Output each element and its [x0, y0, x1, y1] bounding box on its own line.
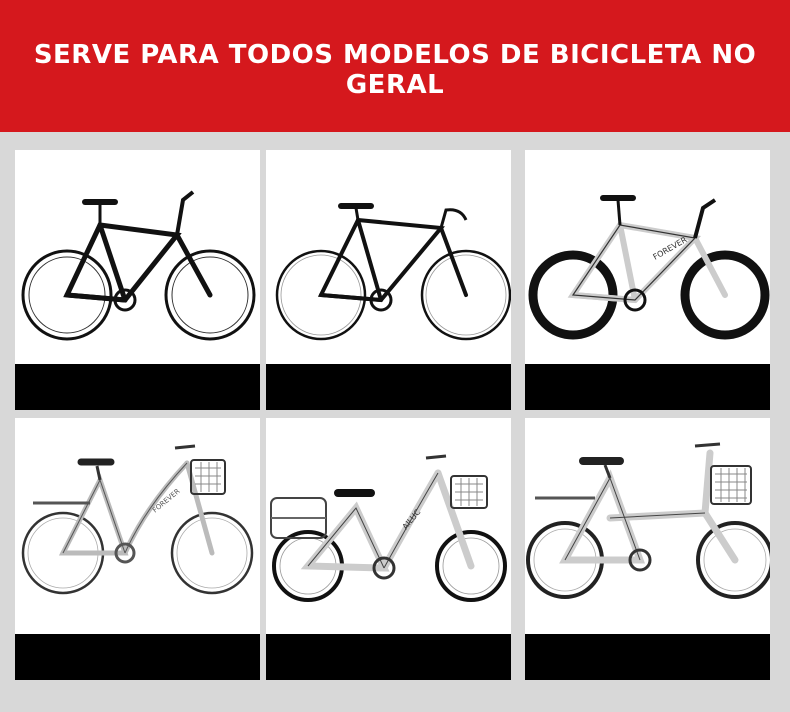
frame-brand-text: AILUC [400, 507, 423, 532]
caption-bar [15, 634, 260, 680]
fat-tire-bike-image [525, 150, 770, 365]
banner-title: SERVE PARA TODOS MODELOS DE BICICLETA NO GERAL [33, 40, 757, 100]
caption-bar [266, 364, 511, 410]
header-banner [0, 0, 790, 132]
bike-card-fat-tire [525, 150, 770, 410]
frame-brand-text: FOREVER [151, 487, 182, 515]
bike-card-electric [266, 418, 511, 680]
city-bike-image [15, 418, 260, 633]
frame-brand-text: FOREVER [381, 237, 418, 267]
bike-card-mountain [15, 150, 260, 410]
bike-grid [0, 132, 790, 712]
bike-card-folding [525, 418, 770, 680]
caption-bar [525, 634, 770, 680]
frame-brand-text: FOREVER [125, 234, 162, 264]
caption-bar [525, 364, 770, 410]
bike-card-road [266, 150, 511, 410]
road-bike-image [266, 150, 511, 365]
caption-bar [266, 634, 511, 680]
bike-card-city [15, 418, 260, 680]
mountain-bike-image [15, 150, 260, 365]
electric-bike-image [266, 418, 511, 633]
caption-bar [15, 364, 260, 410]
frame-brand-text: FOREVER [651, 235, 689, 262]
folding-bike-image [525, 418, 770, 633]
